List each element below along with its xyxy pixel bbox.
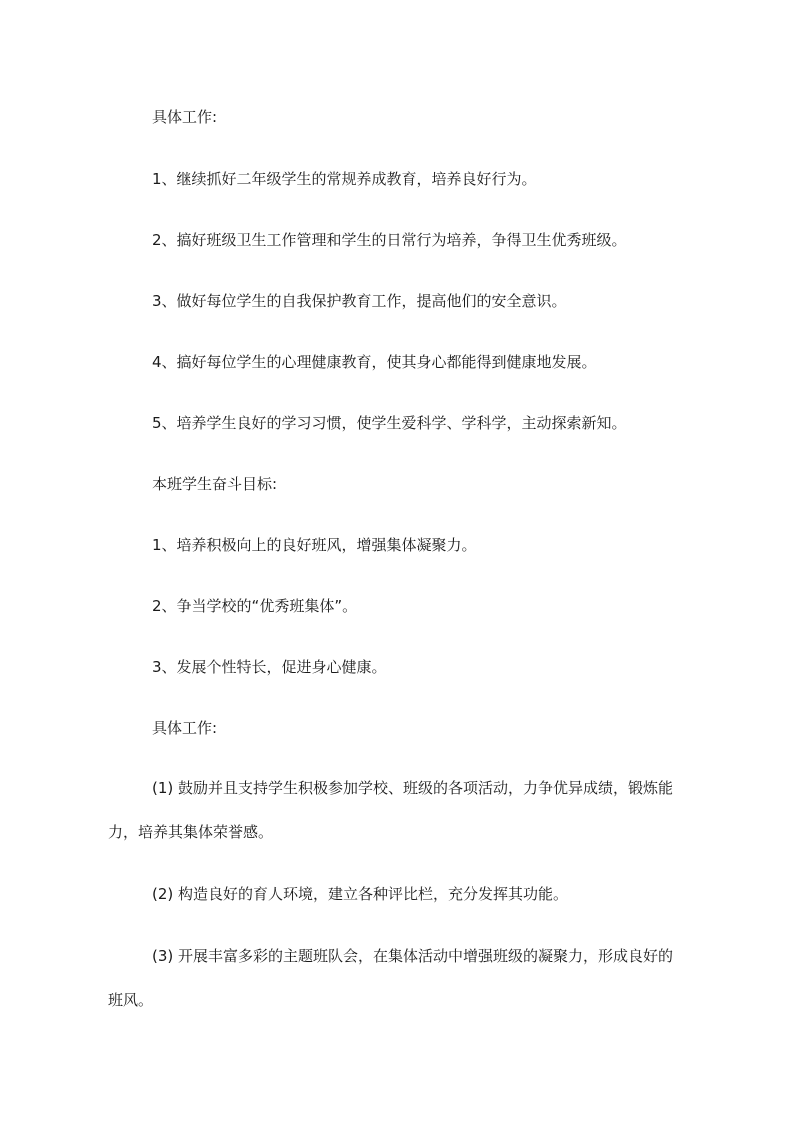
list-item: (3) 开展丰富多彩的主题班队会，在集体活动中增强班级的凝聚力，形成良好的班风。 (108, 947, 674, 1009)
list-item: 2、争当学校的“优秀班集体”。 (152, 597, 358, 615)
list-item: 3、做好每位学生的自我保护教育工作，提高他们的安全意识。 (152, 292, 567, 310)
list-item: 1、培养积极向上的良好班风，增强集体凝聚力。 (152, 536, 477, 554)
section-heading-goals: 本班学生奋斗目标: (152, 475, 278, 493)
section-heading-work: 具体工作: (152, 108, 218, 126)
list-item: (2) 构造良好的育人环境，建立各种评比栏，充分发挥其功能。 (152, 885, 569, 903)
list-item: 1、继续抓好二年级学生的常规养成教育，培养良好行为。 (152, 170, 537, 188)
list-item: 3、发展个性特长，促进身心健康。 (152, 658, 387, 676)
section-heading-work-2: 具体工作: (152, 719, 218, 737)
list-item: 5、培养学生良好的学习习惯，使学生爱科学、学科学，主动探索新知。 (152, 414, 627, 432)
list-item: 2、搞好班级卫生工作管理和学生的日常行为培养，争得卫生优秀班级。 (152, 231, 627, 249)
list-item: 4、搞好每位学生的心理健康教育，使其身心都能得到健康地发展。 (152, 353, 597, 371)
list-item: (1) 鼓励并且支持学生积极参加学校、班级的各项活动，力争优异成绩，锻炼能力，培养其集体荣誉感。 (108, 779, 674, 841)
